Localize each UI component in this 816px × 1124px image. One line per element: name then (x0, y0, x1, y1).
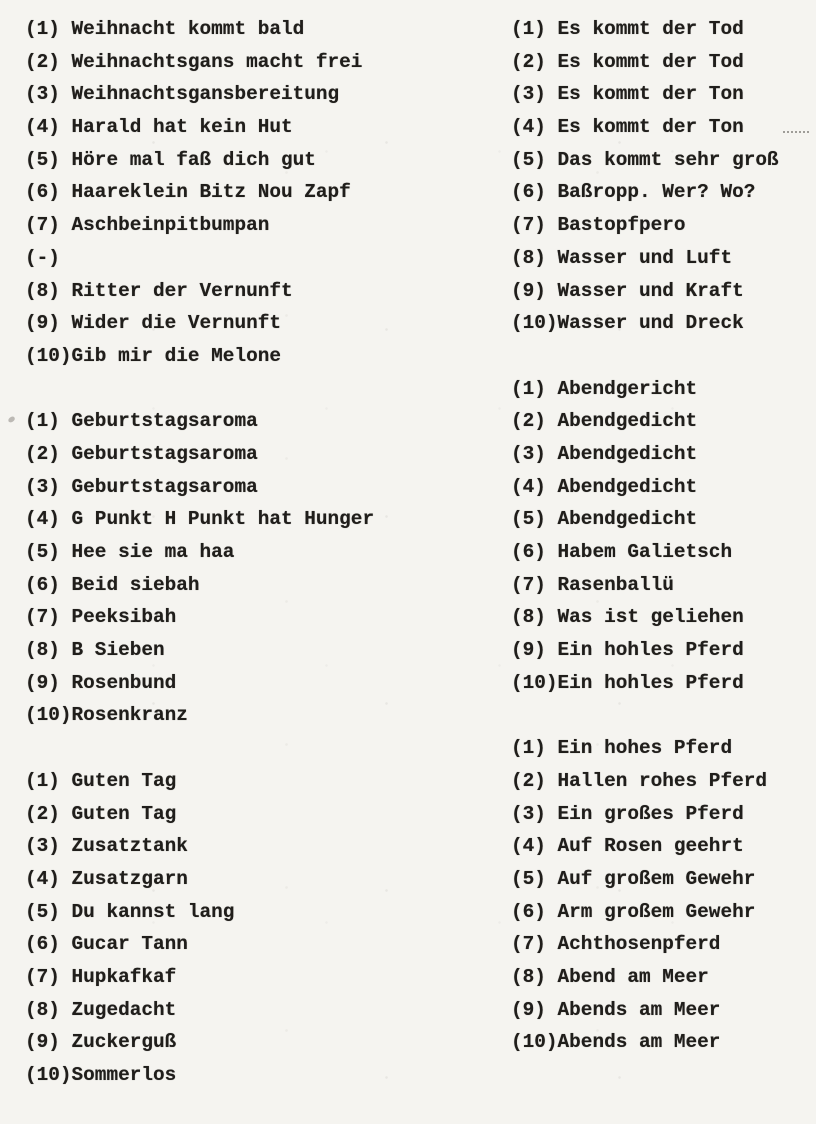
item-number: (8) (511, 606, 546, 629)
item-text: Peeksibah (71, 606, 177, 629)
item-text: Zuckerguß (71, 1031, 177, 1054)
item-text: Haareklein Bitz Nou Zapf (71, 181, 351, 204)
item-number: (7) (25, 965, 60, 988)
right-column (511, 13, 779, 1092)
list-line (25, 536, 374, 569)
item-number: (5) (511, 508, 546, 531)
answer-group (25, 13, 374, 373)
item-number: (1) (511, 737, 546, 760)
item-number: (8) (511, 965, 546, 988)
list-line (25, 601, 374, 634)
list-line (25, 144, 374, 177)
item-text: Geburtstagsaroma (71, 442, 258, 465)
list-line (25, 438, 374, 471)
item-text: Abendgedicht (557, 442, 698, 465)
answer-group (511, 732, 779, 1059)
item-text: Ein großes Pferd (557, 802, 744, 825)
item-number: (3) (511, 83, 546, 106)
item-text: Was ist geliehen (557, 606, 744, 629)
item-number: (5) (511, 867, 546, 890)
item-number: (1) (25, 410, 60, 433)
item-number: (9) (511, 639, 546, 662)
list-line (25, 699, 374, 732)
list-line (511, 896, 779, 929)
item-number: (6) (511, 541, 546, 563)
item-text: Weihnachtsgans macht frei (71, 50, 363, 73)
list-line (25, 569, 374, 602)
item-text: Rosenkranz (71, 704, 188, 727)
list-line (511, 732, 779, 765)
item-text: Aschbeinpitbumpan (71, 214, 270, 237)
item-number: (9) (25, 312, 60, 335)
list-line (25, 503, 374, 536)
list-line (511, 405, 779, 438)
item-number: (1) (25, 769, 60, 792)
list-line (511, 928, 779, 961)
list-line (511, 438, 779, 471)
item-text: Abendgedicht (557, 508, 698, 531)
answer-group (25, 405, 374, 732)
item-text: Geburtstagsaroma (71, 475, 258, 498)
list-line (511, 242, 779, 275)
item-number: (4) (25, 867, 60, 890)
item-text: Zusatztank (71, 835, 188, 858)
list-line (25, 896, 374, 929)
item-number: (9) (25, 671, 60, 694)
list-line (511, 111, 779, 144)
list-line (511, 961, 779, 994)
item-number: (1) (511, 377, 546, 400)
item-number: (2) (25, 442, 60, 465)
list-line (511, 503, 779, 536)
list-line (511, 78, 779, 111)
scan-artifact-dots (783, 131, 809, 133)
item-number: (5) (25, 900, 60, 923)
item-text: Wasser und Luft (557, 246, 733, 269)
left-column (25, 13, 374, 1124)
list-line (511, 634, 779, 667)
item-text: Arm großem Gewehr (557, 900, 756, 923)
item-number: (-) (25, 246, 60, 269)
item-number: (8) (511, 246, 546, 269)
item-number: (7) (25, 214, 60, 237)
item-number: (6) (25, 573, 60, 596)
list-line (511, 569, 779, 602)
item-number: (10) (25, 344, 72, 367)
item-text: Bastopfpero (557, 214, 686, 237)
item-text: Zugedacht (71, 998, 177, 1021)
item-text: Du kannst lang (71, 900, 235, 923)
item-text: B Sieben (71, 639, 165, 662)
item-text: Wasser und Kraft (557, 279, 744, 302)
list-line (25, 961, 374, 994)
item-number: (10) (511, 671, 558, 694)
item-text: Zusatzgarn (71, 867, 188, 890)
list-line (25, 1059, 374, 1092)
list-line (25, 798, 374, 831)
item-text: Hallen rohes Pferd (557, 769, 767, 792)
item-text: Abends am Meer (557, 1031, 721, 1054)
list-line (511, 373, 779, 406)
item-number: (9) (25, 1031, 60, 1054)
item-number: (2) (25, 50, 60, 73)
list-line (511, 765, 779, 798)
list-line (25, 209, 374, 242)
item-text: Es kommt der Ton (557, 116, 744, 139)
item-number: (2) (511, 50, 546, 73)
list-line (25, 830, 374, 863)
list-line (25, 667, 374, 700)
item-number: (4) (25, 508, 60, 531)
list-line (25, 111, 374, 144)
item-text: Sommerlos (71, 1064, 177, 1086)
list-line (25, 863, 374, 896)
item-number: (1) (25, 18, 60, 40)
item-text: G Punkt H Punkt hat Hunger (71, 508, 375, 531)
list-line (25, 46, 374, 79)
item-text: Hee sie ma haa (71, 541, 235, 563)
item-text: Es kommt der Tod (557, 50, 744, 73)
list-line (25, 994, 374, 1027)
answer-group (511, 373, 779, 700)
list-line (511, 176, 779, 209)
list-line (25, 13, 374, 46)
item-number: (8) (25, 279, 60, 302)
item-text: Gib mir die Melone (71, 344, 281, 367)
item-number: (5) (25, 148, 60, 171)
list-line (511, 1026, 779, 1059)
item-number: (4) (511, 475, 546, 498)
item-text: Abendgericht (557, 377, 698, 400)
item-number: (5) (511, 148, 546, 171)
item-number: (9) (511, 998, 546, 1021)
list-line (511, 536, 779, 569)
item-text: Abendgedicht (557, 410, 698, 433)
item-text: Guten Tag (71, 802, 177, 825)
item-text: Höre mal faß dich gut (71, 148, 316, 171)
item-number: (10) (511, 1031, 558, 1054)
item-text: Weihnacht kommt bald (71, 18, 305, 40)
item-text: Gucar Tann (71, 933, 188, 956)
item-text: Harald hat kein Hut (71, 116, 293, 139)
list-line (511, 863, 779, 896)
item-text: Ein hohles Pferd (557, 671, 744, 694)
item-text: Achthosenpferd (557, 933, 721, 956)
list-line (511, 209, 779, 242)
list-line (511, 471, 779, 504)
item-number: (4) (511, 116, 546, 139)
item-number: (5) (25, 541, 60, 563)
item-text: Rasenballü (557, 573, 674, 596)
item-text: Wider die Vernunft (71, 312, 281, 335)
item-text: Abend am Meer (557, 965, 709, 988)
item-number: (7) (511, 933, 546, 956)
item-text: Rosenbund (71, 671, 177, 694)
item-text: Guten Tag (71, 769, 177, 792)
list-line (511, 144, 779, 177)
list-line (511, 798, 779, 831)
list-line (511, 667, 779, 700)
item-text: Abends am Meer (557, 998, 721, 1021)
item-number: (8) (25, 998, 60, 1021)
item-number: (6) (25, 181, 60, 204)
item-number: (3) (511, 442, 546, 465)
item-text: Auf Rosen geehrt (557, 835, 744, 858)
list-line (511, 307, 779, 340)
scan-artifact-smudge (7, 416, 15, 423)
list-line (25, 340, 374, 373)
item-number: (4) (25, 116, 60, 139)
item-number: (3) (25, 475, 60, 498)
item-text: Baßropp. Wer? Wo? (557, 181, 756, 204)
item-number: (6) (511, 900, 546, 923)
item-text: Ritter der Vernunft (71, 279, 293, 302)
list-line (25, 765, 374, 798)
item-number: (10) (25, 1064, 72, 1086)
answer-group (25, 765, 374, 1092)
item-text: Ein hohes Pferd (557, 737, 733, 760)
item-text: Es kommt der Ton (557, 83, 744, 106)
item-text: Wasser und Dreck (557, 312, 744, 335)
item-text: Geburtstagsaroma (71, 410, 258, 433)
item-number: (3) (25, 835, 60, 858)
list-line (25, 405, 374, 438)
item-text: Es kommt der Tod (557, 18, 744, 40)
item-number: (2) (25, 802, 60, 825)
list-line (25, 78, 374, 111)
list-line (511, 275, 779, 308)
item-number: (9) (511, 279, 546, 302)
list-line (25, 307, 374, 340)
item-number: (7) (511, 573, 546, 596)
list-line (25, 471, 374, 504)
item-number: (10) (25, 704, 72, 727)
list-line (511, 601, 779, 634)
item-text: Habem Galietsch (557, 541, 733, 563)
item-number: (6) (511, 181, 546, 204)
item-number: (3) (511, 802, 546, 825)
list-line (511, 46, 779, 79)
list-line (25, 1026, 374, 1059)
list-line (25, 634, 374, 667)
list-line (511, 13, 779, 46)
item-number: (10) (511, 312, 558, 335)
item-number: (1) (511, 18, 546, 40)
list-line (511, 994, 779, 1027)
item-number: (2) (511, 410, 546, 433)
item-text: Das kommt sehr groß (557, 148, 779, 171)
item-number: (7) (511, 214, 546, 237)
item-number: (3) (25, 83, 60, 106)
list-line (25, 928, 374, 961)
item-number: (2) (511, 769, 546, 792)
item-text: Beid siebah (71, 573, 200, 596)
item-number: (6) (25, 933, 60, 956)
list-line (25, 275, 374, 308)
answer-group (511, 13, 779, 340)
item-number: (4) (511, 835, 546, 858)
item-text: Auf großem Gewehr (557, 867, 756, 890)
item-number: (7) (25, 606, 60, 629)
item-number: (8) (25, 639, 60, 662)
list-line (25, 176, 374, 209)
item-text: Ein hohles Pferd (557, 639, 744, 662)
list-line (25, 242, 374, 275)
item-text: Weihnachtsgansbereitung (71, 83, 340, 106)
list-line (511, 830, 779, 863)
item-text: Hupkafkaf (71, 965, 177, 988)
item-text: Abendgedicht (557, 475, 698, 498)
